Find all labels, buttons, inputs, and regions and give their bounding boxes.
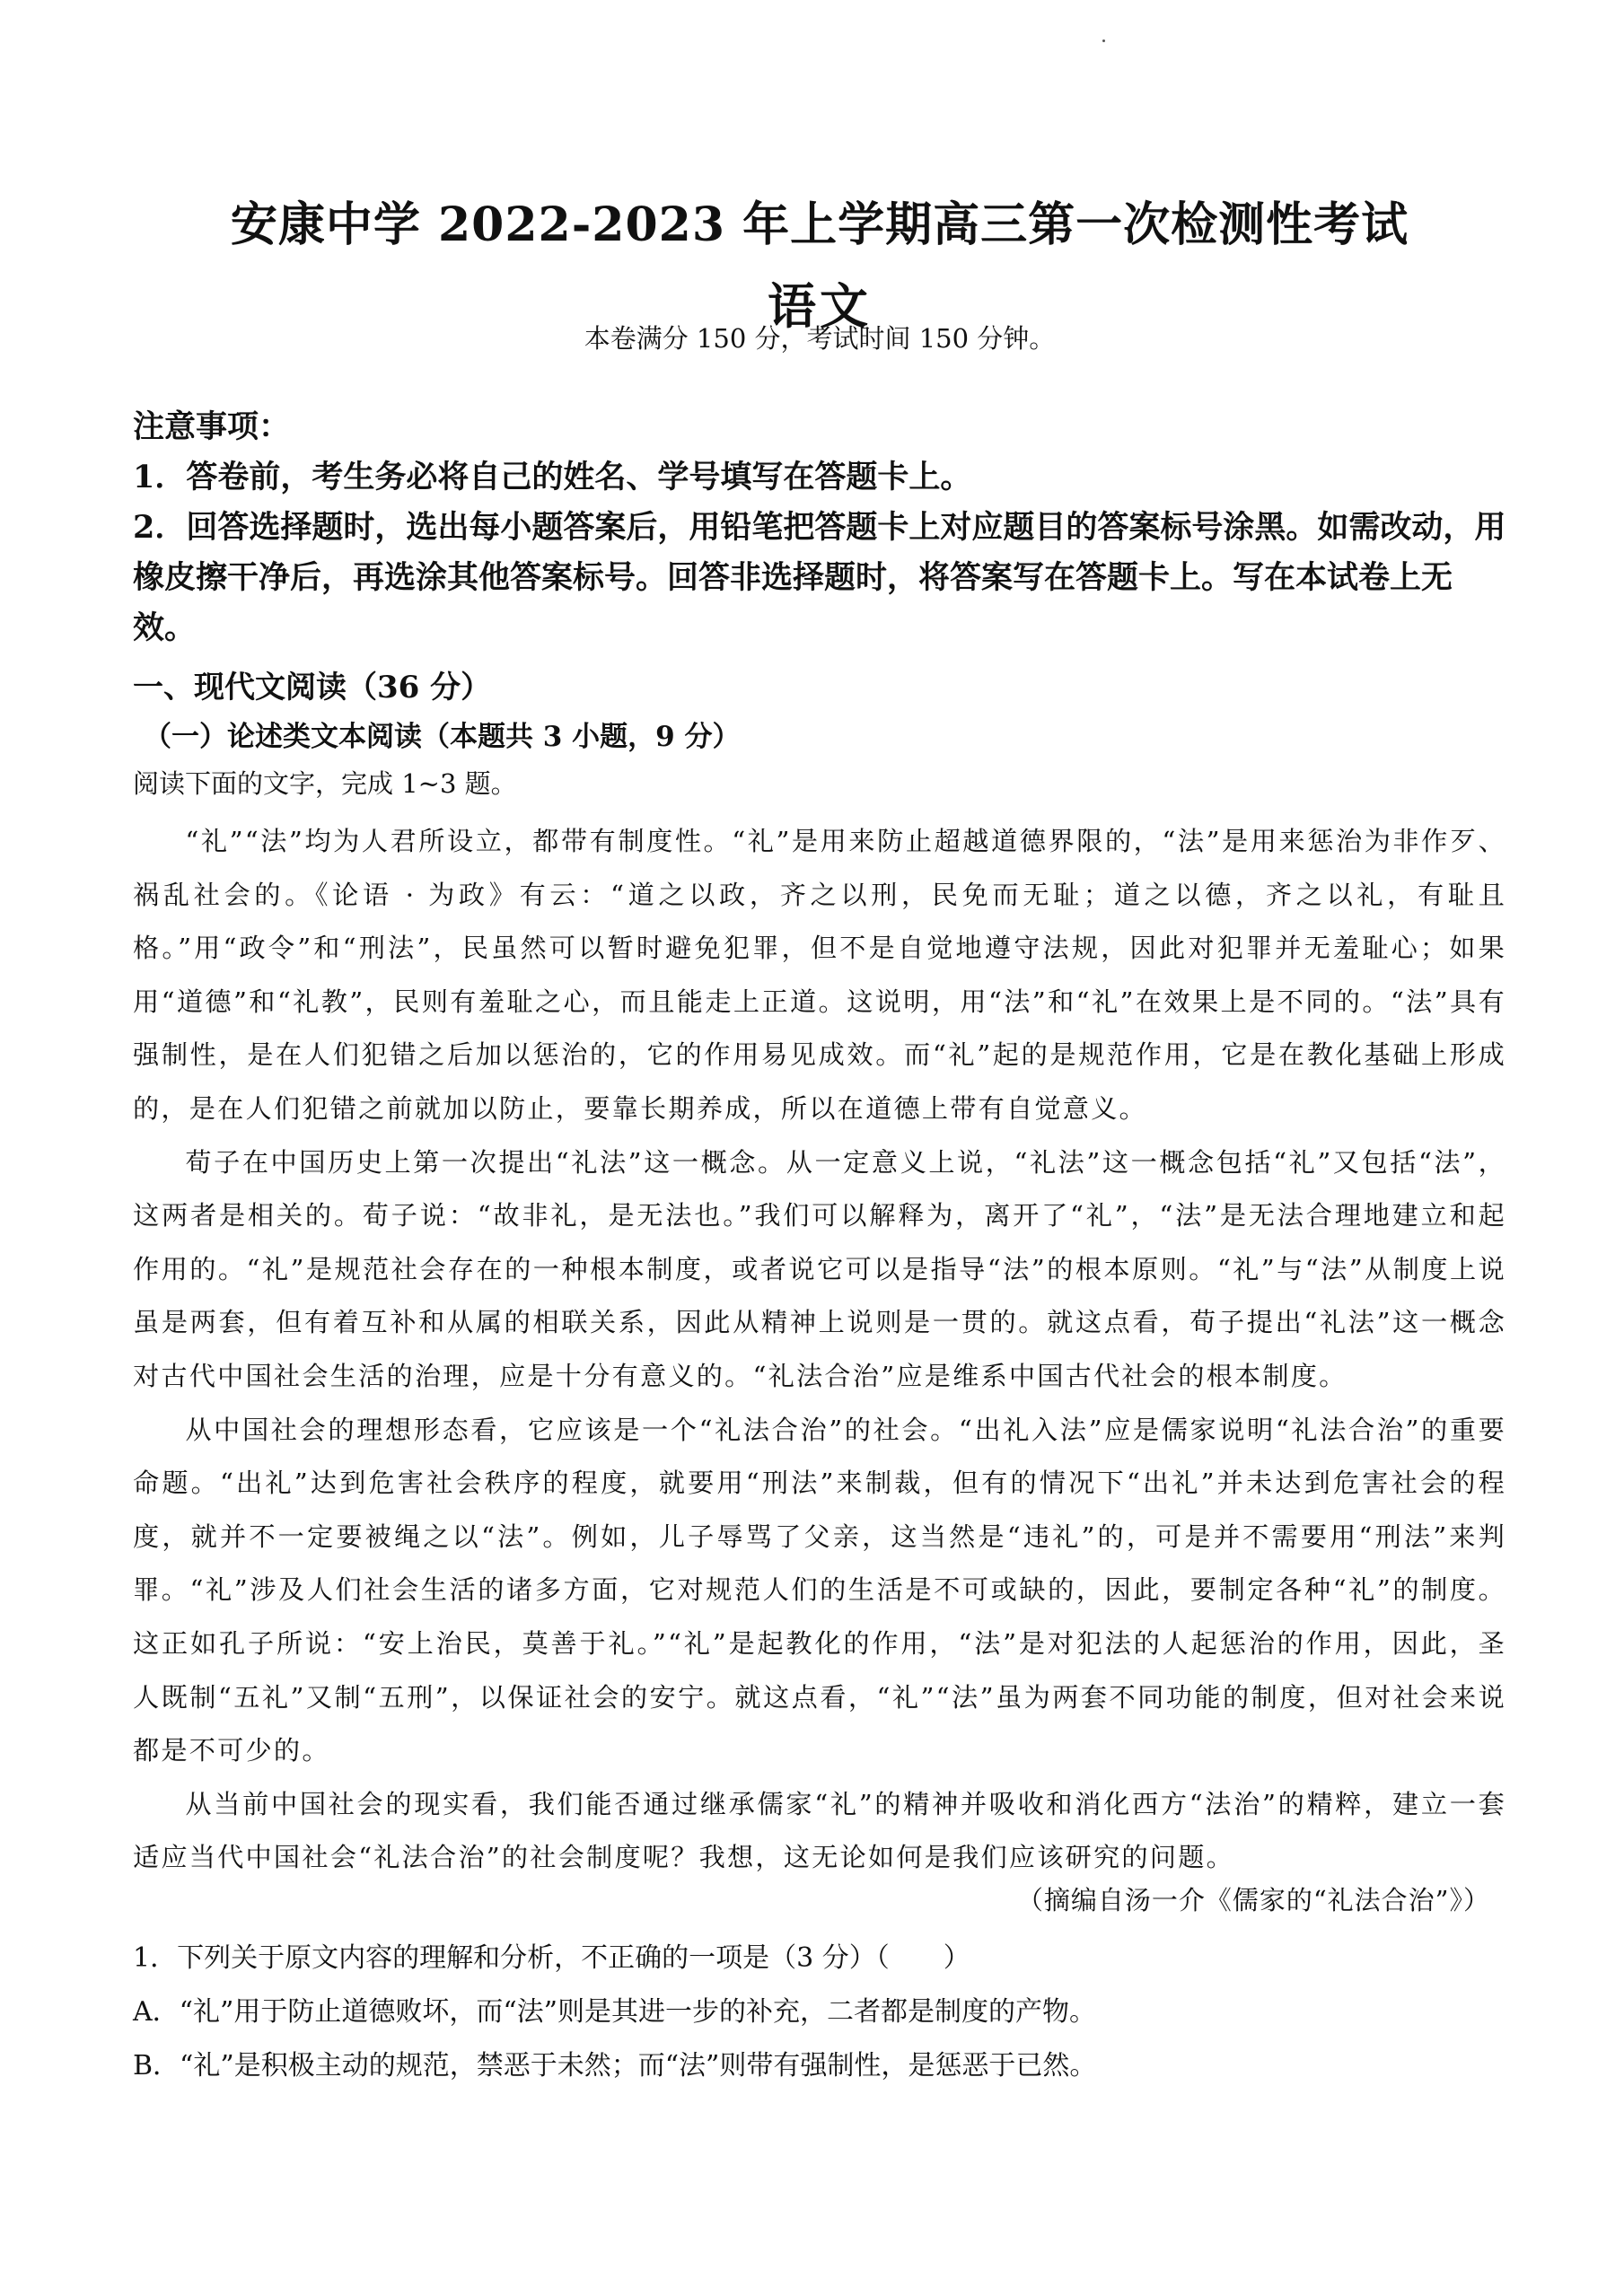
exam-title: 安康中学 2022-2023 年上学期高三第一次检测性考试 [230, 197, 1409, 252]
reading-passage [133, 815, 1506, 1885]
score-note: 本卷满分 150 分，考试时间 150 分钟。 [584, 323, 1056, 354]
notice-item-2: 2．回答选择题时，选出每小题答案后，用铅笔把答题卡上对应题目的答案标号涂黑。如需改动，用橡皮擦干净后，再选涂其他答案标号。回答非选择题时，将答案写在答题卡上。写在本试卷上无效。 [133, 509, 1506, 646]
passage-paragraph-2: 荀子在中国历史上第一次提出“礼法”这一概念。从一定意义上说，“礼法”这一概念包括“礼”又包括“法”，这两者是相关的。荀子说：“故非礼，是无法也。”我们可以解释为，离开了“礼”，“法”是无法合理地建立和起作用的。“礼”是规范社会存在的一种根本制度，或者说它可以是指导“法”的根本原则。“礼”与“法”从制度上说虽是两套，但有着互补和从属的相联关系，因此从精神上说则是一贯的。就这点看，荀子提出“礼法”这一概念对古代中国社会生活的治理，应是十分有意义的。“礼法合治”应是维系中国古代社会的根本制度。 [133, 1146, 1506, 1391]
passage-source: （摘编自汤一介《儒家的“礼法合治”》） [1016, 1885, 1490, 1915]
passage-paragraph-4: 从当前中国社会的现实看，我们能否通过继承儒家“礼”的精神并吸收和消化西方“法治”的精粹，建立一套适应当代中国社会“礼法合治”的社会制度呢？我想，这无论如何是我们应该研究的问题。 [133, 1788, 1506, 1873]
question-1-option-b: B．“礼”是积极主动的规范，禁恶于未然；而“法”则带有强制性，是惩恶于已然。 [133, 2050, 1097, 2081]
notice-item-1: 1．答卷前，考生务必将自己的姓名、学号填写在答题卡上。 [133, 459, 972, 495]
scan-dot [1102, 39, 1105, 42]
question-block [133, 1932, 1506, 2093]
section-heading: 一、现代文阅读（36 分） [133, 670, 492, 705]
question-1-option-a: A．“礼”用于防止道德败坏，而“法”则是其进一步的补充，二者都是制度的产物。 [133, 1996, 1097, 2028]
notice-block [133, 402, 1506, 653]
reading-instruction: 阅读下面的文字，完成 1~3 题。 [133, 768, 517, 799]
subsection-heading: （一）论述类文本阅读（本题共 3 小题，9 分） [144, 721, 741, 753]
passage-paragraph-3: 从中国社会的理想形态看，它应该是一个“礼法合治”的社会。“出礼入法”应是儒家说明“礼法合治”的重要命题。“出礼”达到危害社会秩序的程度，就要用“刑法”来制裁，但有的情况下“出礼”并未达到危害社会的程度，就并不一定要被绳之以“法”。例如，儿子辱骂了父亲，这当然是“违礼”的，可是并不需要用“刑法”来判罪。“礼”涉及人们社会生活的诸多方面，它对规范人们的生活是不可或缺的，因此，要制定各种“礼”的制度。这正如孔子所说：“安上治民，莫善于礼。”“礼”是起教化的作用，“法”是对犯法的人起惩治的作用，因此，圣人既制“五礼”又制“五刑”，以保证社会的安宁。就这点看，“礼”“法”虽为两套不同功能的制度，但对社会来说都是不可少的。 [133, 1414, 1506, 1766]
passage-paragraph-1: “礼”“法”均为人君所设立，都带有制度性。“礼”是用来防止超越道德界限的，“法”是用来惩治为非作歹、祸乱社会的。《论语 · 为政》有云：“道之以政，齐之以刑，民免而无耻；道之以德，齐之以礼，有耻且格。”用“政令”和“刑法”，民虽然可以暂时避免犯罪，但不是自觉地遵守法规，因此对犯罪并无羞耻心；如果用“道德”和“礼教”，民则有羞耻之心，而且能走上正道。这说明，用“法”和“礼”在效果上是不同的。“法”具有强制性，是在人们犯错之后加以惩治的，它的作用易见成效。而“礼”起的是规范作用，它是在教化基础上形成的，是在人们犯错之前就加以防止，要靠长期养成，所以在道德上带有自觉意义。 [133, 826, 1506, 1124]
question-1-stem: 1．下列关于原文内容的理解和分析，不正确的一项是（3 分）（ ） [133, 1942, 970, 1974]
notice-heading: 注意事项： [133, 408, 291, 445]
exam-subject: 语文 [768, 277, 872, 335]
